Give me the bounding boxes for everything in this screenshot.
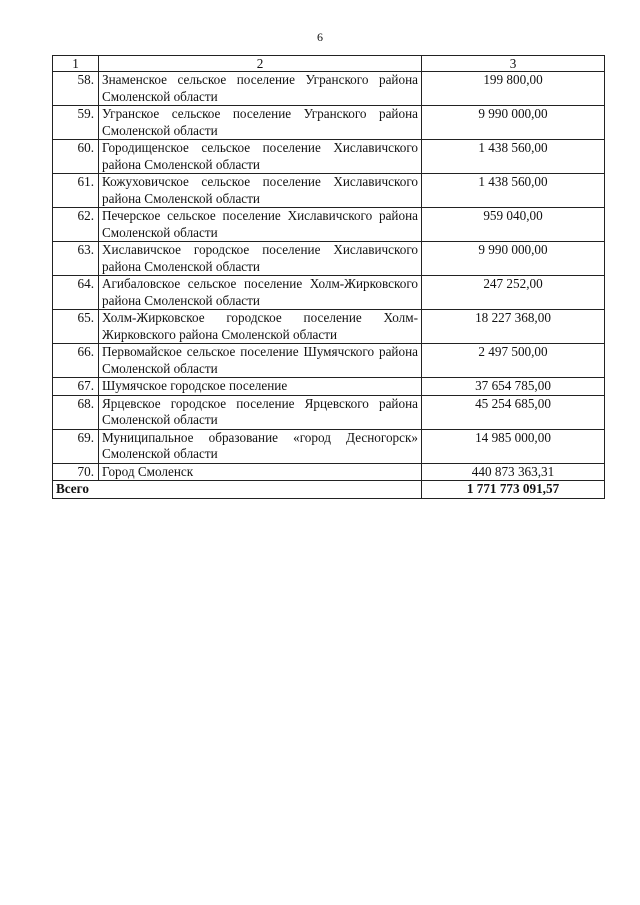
row-amount: 37 654 785,00 <box>422 378 605 396</box>
row-number: 59. <box>53 106 99 140</box>
row-name: Город Смоленск <box>99 463 422 481</box>
table-row <box>53 344 605 378</box>
row-amount: 45 254 685,00 <box>422 395 605 429</box>
row-number: 60. <box>53 140 99 174</box>
row-number: 68. <box>53 395 99 429</box>
table-row <box>53 310 605 344</box>
row-amount: 18 227 368,00 <box>422 310 605 344</box>
row-name: Хиславичское городское поселение Хиславичского района Смоленской области <box>99 242 422 276</box>
header-col-3: 3 <box>422 56 605 72</box>
table-row <box>53 395 605 429</box>
row-name: Холм-Жирковское городское поселение Холм-Жирковского района Смоленской области <box>99 310 422 344</box>
row-number: 63. <box>53 242 99 276</box>
row-number: 70. <box>53 463 99 481</box>
row-number: 67. <box>53 378 99 396</box>
table-row <box>53 429 605 463</box>
header-col-2: 2 <box>99 56 422 72</box>
row-amount: 14 985 000,00 <box>422 429 605 463</box>
table-row <box>53 242 605 276</box>
row-name: Угранское сельское поселение Угранского района Смоленской области <box>99 106 422 140</box>
header-col-1: 1 <box>53 56 99 72</box>
row-name: Городищенское сельское поселение Хиславичского района Смоленской области <box>99 140 422 174</box>
row-amount: 440 873 363,31 <box>422 463 605 481</box>
row-amount: 9 990 000,00 <box>422 242 605 276</box>
row-name: Печерское сельское поселение Хиславичского района Смоленской области <box>99 208 422 242</box>
row-amount: 2 497 500,00 <box>422 344 605 378</box>
row-amount: 1 438 560,00 <box>422 174 605 208</box>
row-number: 61. <box>53 174 99 208</box>
row-amount: 199 800,00 <box>422 72 605 106</box>
row-name: Знаменское сельское поселение Угранского района Смоленской области <box>99 72 422 106</box>
row-number: 62. <box>53 208 99 242</box>
row-number: 64. <box>53 276 99 310</box>
row-amount: 9 990 000,00 <box>422 106 605 140</box>
table-row <box>53 208 605 242</box>
table-row <box>53 174 605 208</box>
row-name: Первомайское сельское поселение Шумячского района Смоленской области <box>99 344 422 378</box>
table-row <box>53 106 605 140</box>
row-name: Агибаловское сельское поселение Холм-Жирковского района Смоленской области <box>99 276 422 310</box>
row-name: Муниципальное образование «город Десногорск» Смоленской области <box>99 429 422 463</box>
row-number: 58. <box>53 72 99 106</box>
total-row <box>53 481 605 499</box>
table-row <box>53 72 605 106</box>
row-amount: 247 252,00 <box>422 276 605 310</box>
total-label: Всего <box>53 481 422 499</box>
table-row <box>53 378 605 396</box>
row-name: Кожуховичское сельское поселение Хиславичского района Смоленской области <box>99 174 422 208</box>
row-number: 66. <box>53 344 99 378</box>
row-number: 69. <box>53 429 99 463</box>
row-name: Ярцевское городское поселение Ярцевского района Смоленской области <box>99 395 422 429</box>
row-number: 65. <box>53 310 99 344</box>
row-amount: 1 438 560,00 <box>422 140 605 174</box>
table-row <box>53 140 605 174</box>
table-row <box>53 463 605 481</box>
page-number: 6 <box>317 30 323 44</box>
table-header-row <box>53 56 605 72</box>
row-name: Шумячское городское поселение <box>99 378 422 396</box>
row-amount: 959 040,00 <box>422 208 605 242</box>
total-amount: 1 771 773 091,57 <box>422 481 605 499</box>
table-row <box>53 276 605 310</box>
allocation-table <box>52 55 605 499</box>
